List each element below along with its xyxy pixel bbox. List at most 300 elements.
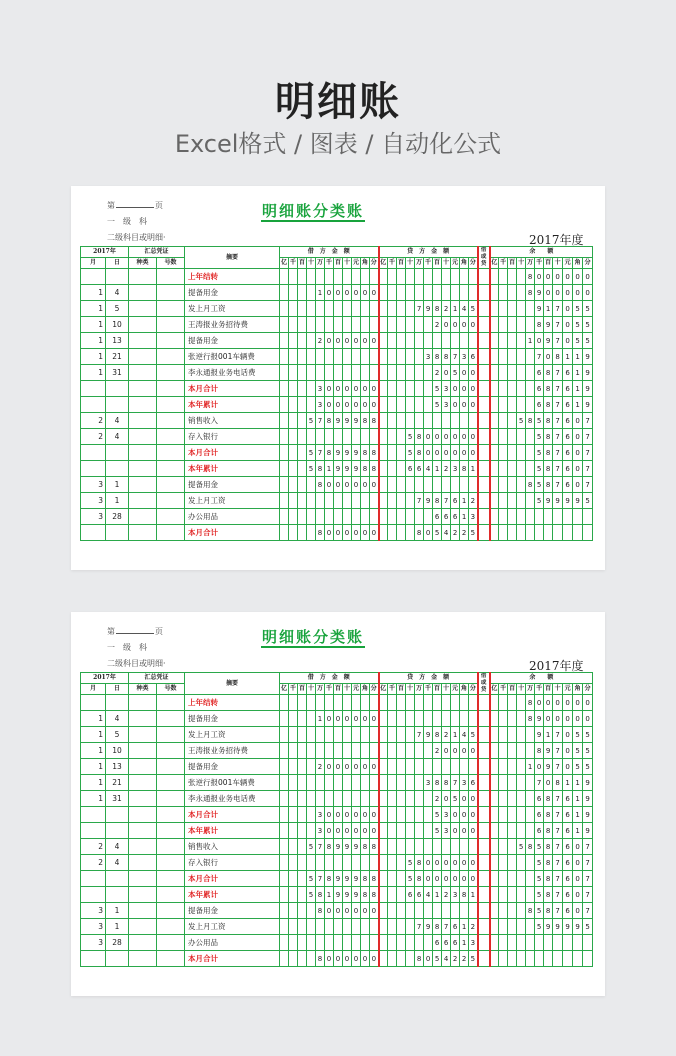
amount-digit: 0 <box>361 525 370 541</box>
amount-digit <box>379 301 388 317</box>
amount-digit <box>379 791 388 807</box>
amount-digit <box>325 317 334 333</box>
amount-digit: 7 <box>583 839 593 855</box>
amount-digit <box>370 317 379 333</box>
table-row <box>81 919 593 935</box>
row-month: 2 <box>81 413 106 429</box>
amount-digit <box>280 493 289 509</box>
amount-digit <box>280 903 289 919</box>
table-row <box>81 791 593 807</box>
amount-digit: 0 <box>361 807 370 823</box>
row-voucher-type <box>129 711 157 727</box>
amount-digit <box>298 509 307 525</box>
amount-digit: 0 <box>370 381 379 397</box>
amount-digit <box>361 349 370 365</box>
amount-digit: 8 <box>526 413 535 429</box>
amount-digit: 0 <box>361 823 370 839</box>
amount-digit <box>517 871 526 887</box>
amount-digit <box>352 269 361 285</box>
amount-digit <box>316 855 325 871</box>
amount-digit <box>508 919 517 935</box>
amount-digit <box>526 349 535 365</box>
digit-header: 分 <box>583 684 593 695</box>
amount-digit <box>316 791 325 807</box>
amount-digit <box>343 301 352 317</box>
amount-digit: 3 <box>442 397 451 413</box>
amount-digit <box>424 839 433 855</box>
amount-digit <box>499 269 508 285</box>
amount-digit: 7 <box>451 775 460 791</box>
amount-digit <box>298 695 307 711</box>
amount-digit <box>451 285 460 301</box>
amount-digit <box>415 349 424 365</box>
amount-digit <box>388 919 397 935</box>
amount-digit <box>388 871 397 887</box>
row-summary: 销售收入 <box>185 413 280 429</box>
amount-digit: 9 <box>343 461 352 477</box>
digit-header: 分 <box>469 684 478 695</box>
amount-digit: 5 <box>535 887 544 903</box>
digit-header: 万 <box>415 258 424 269</box>
amount-digit: 1 <box>460 493 469 509</box>
row-summary: 销售收入 <box>185 839 280 855</box>
amount-digit: 6 <box>406 887 415 903</box>
amount-digit: 0 <box>334 807 343 823</box>
amount-digit <box>397 871 406 887</box>
row-day: 28 <box>106 935 129 951</box>
amount-digit: 0 <box>424 871 433 887</box>
amount-digit <box>370 349 379 365</box>
amount-digit <box>388 461 397 477</box>
amount-digit: 1 <box>469 887 478 903</box>
amount-digit: 8 <box>526 711 535 727</box>
amount-digit <box>517 333 526 349</box>
amount-digit <box>499 349 508 365</box>
voucher-header: 汇总凭证 <box>129 673 185 684</box>
amount-digit <box>517 935 526 951</box>
amount-digit <box>517 365 526 381</box>
amount-digit <box>325 919 334 935</box>
amount-digit <box>280 711 289 727</box>
amount-digit <box>424 413 433 429</box>
amount-digit: 8 <box>544 839 553 855</box>
amount-digit: 0 <box>442 871 451 887</box>
amount-digit <box>388 413 397 429</box>
amount-digit <box>298 397 307 413</box>
amount-digit <box>379 951 388 967</box>
row-direction <box>478 823 490 839</box>
amount-digit <box>508 365 517 381</box>
amount-digit: 8 <box>370 413 379 429</box>
amount-digit: 6 <box>563 903 573 919</box>
amount-digit <box>307 477 316 493</box>
amount-digit <box>298 791 307 807</box>
amount-digit: 9 <box>352 839 361 855</box>
amount-digit: 0 <box>451 445 460 461</box>
amount-digit <box>406 903 415 919</box>
amount-digit <box>379 525 388 541</box>
row-voucher-type <box>129 823 157 839</box>
amount-digit <box>307 935 316 951</box>
amount-digit <box>388 477 397 493</box>
amount-digit: 8 <box>544 413 553 429</box>
amount-digit: 0 <box>424 951 433 967</box>
row-day <box>106 823 129 839</box>
amount-digit: 7 <box>553 791 563 807</box>
amount-digit <box>307 333 316 349</box>
amount-digit: 6 <box>563 461 573 477</box>
amount-digit: 5 <box>517 839 526 855</box>
amount-digit: 1 <box>325 887 334 903</box>
row-voucher-type <box>129 951 157 967</box>
amount-digit: 0 <box>573 855 583 871</box>
amount-digit <box>352 743 361 759</box>
amount-digit <box>316 269 325 285</box>
amount-digit <box>406 397 415 413</box>
amount-digit: 5 <box>583 727 593 743</box>
amount-digit <box>289 285 298 301</box>
row-day: 21 <box>106 775 129 791</box>
digit-header: 百 <box>433 258 442 269</box>
amount-digit <box>379 871 388 887</box>
amount-digit <box>289 695 298 711</box>
amount-digit <box>343 269 352 285</box>
row-month <box>81 695 106 711</box>
table-row <box>81 839 593 855</box>
amount-digit: 8 <box>433 301 442 317</box>
amount-digit: 0 <box>460 807 469 823</box>
amount-digit: 6 <box>535 381 544 397</box>
amount-digit <box>406 525 415 541</box>
amount-digit <box>397 269 406 285</box>
amount-digit: 9 <box>583 397 593 413</box>
amount-digit: 2 <box>451 525 460 541</box>
amount-digit <box>490 525 499 541</box>
table-row <box>81 461 593 477</box>
row-month <box>81 807 106 823</box>
amount-digit <box>370 727 379 743</box>
amount-digit <box>289 791 298 807</box>
amount-digit: 9 <box>424 301 433 317</box>
amount-digit: 0 <box>424 855 433 871</box>
amount-digit: 8 <box>316 525 325 541</box>
page-label-suffix: 页 <box>155 201 163 210</box>
amount-digit <box>280 839 289 855</box>
amount-digit <box>460 413 469 429</box>
amount-digit <box>352 509 361 525</box>
amount-digit <box>370 301 379 317</box>
amount-digit <box>316 775 325 791</box>
ledger-title: 明细账分类账 <box>262 628 365 646</box>
amount-digit: 5 <box>535 493 544 509</box>
amount-digit: 2 <box>433 791 442 807</box>
amount-digit: 0 <box>352 823 361 839</box>
amount-digit: 8 <box>535 317 544 333</box>
number-header: 号数 <box>157 258 185 269</box>
amount-digit: 5 <box>469 525 478 541</box>
amount-digit: 5 <box>307 461 316 477</box>
table-row <box>81 413 593 429</box>
row-day: 4 <box>106 839 129 855</box>
amount-digit: 9 <box>343 445 352 461</box>
table-row <box>81 397 593 413</box>
amount-digit: 8 <box>361 887 370 903</box>
amount-digit: 6 <box>563 413 573 429</box>
amount-digit <box>316 743 325 759</box>
amount-digit: 3 <box>424 349 433 365</box>
amount-digit: 8 <box>460 887 469 903</box>
amount-digit <box>316 727 325 743</box>
amount-digit <box>508 887 517 903</box>
amount-digit <box>388 333 397 349</box>
amount-digit: 2 <box>469 919 478 935</box>
amount-digit <box>307 349 316 365</box>
amount-digit <box>370 791 379 807</box>
row-month: 1 <box>81 727 106 743</box>
row-voucher-number <box>157 509 185 525</box>
amount-digit: 9 <box>573 919 583 935</box>
amount-digit <box>499 397 508 413</box>
amount-digit: 1 <box>573 775 583 791</box>
amount-digit <box>289 269 298 285</box>
digit-header: 千 <box>289 258 298 269</box>
ledger-table <box>80 672 593 967</box>
amount-digit <box>325 429 334 445</box>
amount-digit <box>325 349 334 365</box>
amount-digit <box>490 791 499 807</box>
digit-header: 万 <box>526 684 535 695</box>
amount-digit <box>490 285 499 301</box>
amount-digit <box>563 525 573 541</box>
amount-digit <box>508 807 517 823</box>
amount-digit <box>307 775 316 791</box>
amount-digit: 6 <box>406 461 415 477</box>
row-month: 3 <box>81 477 106 493</box>
amount-digit: 2 <box>451 951 460 967</box>
ledger-sheet-preview-1 <box>71 186 605 570</box>
amount-digit: 0 <box>573 413 583 429</box>
row-month: 1 <box>81 711 106 727</box>
amount-digit <box>397 365 406 381</box>
amount-digit <box>442 269 451 285</box>
amount-digit <box>499 871 508 887</box>
amount-digit: 9 <box>352 871 361 887</box>
amount-digit <box>490 695 499 711</box>
amount-digit <box>442 285 451 301</box>
amount-digit <box>451 477 460 493</box>
level1-account-label: 一 级 科 <box>107 643 147 652</box>
amount-digit: 8 <box>526 903 535 919</box>
amount-digit: 4 <box>442 525 451 541</box>
amount-digit <box>397 775 406 791</box>
amount-digit <box>415 711 424 727</box>
amount-digit <box>490 743 499 759</box>
amount-digit <box>406 317 415 333</box>
amount-digit <box>517 823 526 839</box>
row-voucher-type <box>129 269 157 285</box>
amount-digit <box>397 807 406 823</box>
amount-digit: 2 <box>316 333 325 349</box>
amount-digit <box>451 903 460 919</box>
amount-digit: 8 <box>370 871 379 887</box>
amount-digit <box>535 525 544 541</box>
amount-digit: 6 <box>535 397 544 413</box>
amount-digit <box>370 695 379 711</box>
row-direction <box>478 333 490 349</box>
amount-digit <box>460 711 469 727</box>
amount-digit <box>424 759 433 775</box>
amount-digit <box>388 365 397 381</box>
amount-digit: 0 <box>460 871 469 887</box>
row-month: 1 <box>81 365 106 381</box>
amount-digit <box>508 381 517 397</box>
row-voucher-number <box>157 743 185 759</box>
amount-digit: 2 <box>442 301 451 317</box>
amount-digit: 0 <box>352 381 361 397</box>
amount-digit: 0 <box>469 823 478 839</box>
amount-digit <box>415 759 424 775</box>
amount-digit: 0 <box>460 791 469 807</box>
amount-digit: 0 <box>343 759 352 775</box>
amount-digit: 1 <box>433 461 442 477</box>
amount-digit <box>388 301 397 317</box>
row-voucher-number <box>157 951 185 967</box>
amount-digit <box>325 493 334 509</box>
amount-digit <box>298 775 307 791</box>
amount-digit <box>298 365 307 381</box>
amount-digit: 0 <box>334 951 343 967</box>
amount-digit <box>352 429 361 445</box>
amount-digit <box>490 855 499 871</box>
row-direction <box>478 855 490 871</box>
amount-digit: 8 <box>526 285 535 301</box>
amount-digit <box>388 509 397 525</box>
amount-digit <box>298 525 307 541</box>
amount-digit <box>325 695 334 711</box>
amount-digit <box>517 743 526 759</box>
amount-digit: 0 <box>343 381 352 397</box>
amount-digit <box>370 935 379 951</box>
amount-digit: 6 <box>442 509 451 525</box>
amount-digit <box>406 695 415 711</box>
amount-digit: 0 <box>451 317 460 333</box>
table-header-row <box>81 247 593 258</box>
amount-digit: 1 <box>460 509 469 525</box>
digit-header: 百 <box>334 684 343 695</box>
row-voucher-type <box>129 349 157 365</box>
amount-digit: 5 <box>583 743 593 759</box>
amount-digit <box>508 855 517 871</box>
amount-digit: 0 <box>343 823 352 839</box>
amount-digit: 1 <box>544 301 553 317</box>
amount-digit <box>343 919 352 935</box>
row-summary: 本月合计 <box>185 951 280 967</box>
amount-digit <box>379 445 388 461</box>
amount-digit <box>280 743 289 759</box>
row-month: 1 <box>81 349 106 365</box>
amount-digit <box>406 951 415 967</box>
amount-digit: 8 <box>361 839 370 855</box>
amount-digit: 2 <box>433 317 442 333</box>
row-voucher-number <box>157 333 185 349</box>
digit-header: 亿 <box>490 684 499 695</box>
amount-digit <box>307 493 316 509</box>
page-number-field <box>107 626 163 637</box>
amount-digit <box>490 935 499 951</box>
amount-digit <box>307 301 316 317</box>
amount-digit <box>526 823 535 839</box>
amount-digit <box>406 743 415 759</box>
amount-digit <box>343 365 352 381</box>
amount-digit <box>499 285 508 301</box>
amount-digit <box>499 807 508 823</box>
amount-digit: 5 <box>535 919 544 935</box>
row-summary: 发上月工资 <box>185 493 280 509</box>
amount-digit: 9 <box>553 493 563 509</box>
amount-digit <box>469 759 478 775</box>
amount-digit <box>508 461 517 477</box>
table-row <box>81 855 593 871</box>
amount-digit <box>307 919 316 935</box>
amount-digit: 0 <box>370 477 379 493</box>
digit-header: 千 <box>424 684 433 695</box>
amount-digit <box>508 509 517 525</box>
row-day: 13 <box>106 759 129 775</box>
amount-digit: 3 <box>424 775 433 791</box>
amount-digit: 0 <box>343 477 352 493</box>
amount-digit: 0 <box>469 429 478 445</box>
amount-digit: 0 <box>544 711 553 727</box>
amount-digit: 5 <box>433 823 442 839</box>
amount-digit <box>397 285 406 301</box>
amount-digit: 7 <box>553 397 563 413</box>
amount-digit: 8 <box>415 429 424 445</box>
amount-digit: 0 <box>334 903 343 919</box>
amount-digit <box>517 493 526 509</box>
amount-digit <box>289 951 298 967</box>
amount-digit <box>499 839 508 855</box>
row-summary: 发上月工资 <box>185 919 280 935</box>
amount-digit: 1 <box>573 381 583 397</box>
amount-digit <box>388 397 397 413</box>
amount-digit <box>424 365 433 381</box>
digit-header: 千 <box>388 684 397 695</box>
amount-digit: 0 <box>361 285 370 301</box>
amount-digit <box>517 397 526 413</box>
row-summary: 王涛报业务招待费 <box>185 743 280 759</box>
amount-digit: 8 <box>433 775 442 791</box>
amount-digit: 0 <box>352 285 361 301</box>
amount-digit: 8 <box>325 839 334 855</box>
amount-digit <box>424 743 433 759</box>
row-summary: 存入银行 <box>185 429 280 445</box>
amount-digit <box>280 759 289 775</box>
amount-digit: 8 <box>415 445 424 461</box>
amount-digit <box>397 493 406 509</box>
amount-digit: 0 <box>469 445 478 461</box>
row-day: 1 <box>106 919 129 935</box>
digit-header: 亿 <box>280 684 289 695</box>
amount-digit: 0 <box>553 269 563 285</box>
row-day: 31 <box>106 791 129 807</box>
table-subheader-row <box>81 684 593 695</box>
amount-digit <box>379 381 388 397</box>
row-direction <box>478 493 490 509</box>
row-month: 2 <box>81 855 106 871</box>
row-voucher-number <box>157 285 185 301</box>
amount-digit: 0 <box>563 759 573 775</box>
amount-digit <box>361 317 370 333</box>
